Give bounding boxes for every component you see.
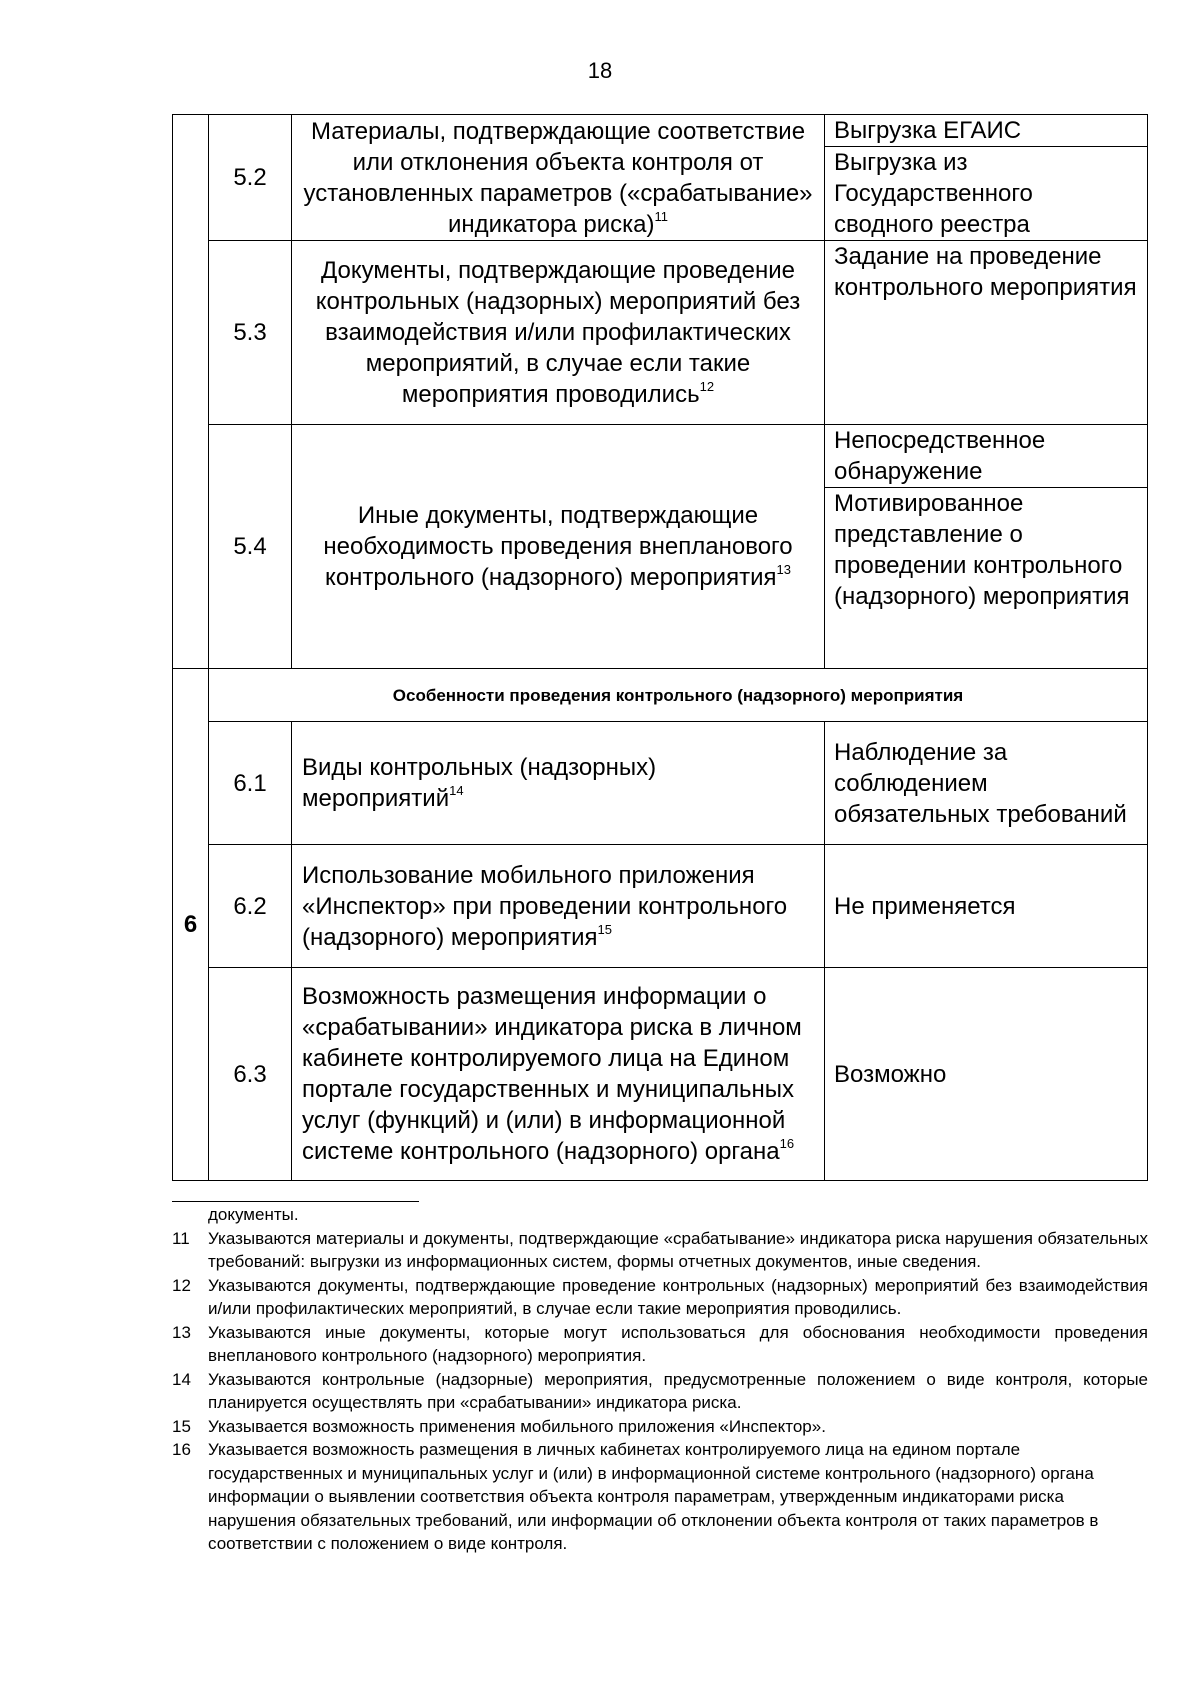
- row-value: Выгрузка ЕГАИС: [825, 115, 1147, 147]
- row-description: Материалы, подтверждающие соответствие или отклонения объекта контроля от установленных параметров («срабатывание» индикатора риска)$^{11}$: [292, 115, 825, 241]
- footnote-continuation: документы.: [208, 1205, 299, 1224]
- footnote-item: 16 Указывается возможность размещения в личных кабинетах контролируемого лица на едином портале государственных и муниципальных услуг и (или) в информационной системе контрольного (надзорного) органа информации о выявлении соответствия объекта контроля параметрам, утвержденным индикаторами риска нарушения обязательных требований, или информации об отклонении объекта контроля от таких параметров в соответствии с положением о виде контроля.: [172, 1440, 1099, 1553]
- footnote-item: 12 Указываются документы, подтверждающие проведение контрольных (надзорных) мероприятий без взаимодействия и/или профилактических мероприятий, в случае если такие мероприятия проводились.: [172, 1275, 1148, 1318]
- control-table: [172, 114, 1148, 1181]
- row-value: Наблюдение за соблюдением обязательных требований: [825, 722, 1148, 845]
- section-5-cell: [173, 115, 209, 669]
- table-row-5-4: [173, 425, 1148, 669]
- footnote-ref: 11: [654, 208, 668, 224]
- row-description: Иные документы, подтверждающие необходимость проведения внепланового контрольного (надзорного) мероприятия$^{13}$: [292, 425, 825, 669]
- row-number: 5.4: [209, 425, 292, 669]
- footnote-item: 13 Указываются иные документы, которые могут использоваться для обоснования необходимости проведения внепланового контрольного (надзорного) мероприятия.: [172, 1322, 1148, 1365]
- row-value: Выгрузка из Государственного сводного реестра: [834, 149, 1033, 238]
- footnote-ref: 12: [699, 379, 715, 394]
- footnote-ref: 16: [779, 1136, 795, 1151]
- row-value: Не применяется: [825, 845, 1148, 968]
- row-value-cell: [825, 115, 1148, 241]
- table-row-6-2: [173, 845, 1148, 968]
- section-header: Особенности проведения контрольного (надзорного) мероприятия: [209, 669, 1148, 722]
- row-description: Возможность размещения информации о «срабатывании» индикатора риска в личном кабинете контролируемого лица на Едином портале государственных и муниципальных услуг (функций) и (или) в информационной системе контрольного (надзорного) органа$^{16}$: [292, 968, 825, 1181]
- row-description: Документы, подтверждающие проведение контрольных (надзорных) мероприятий без взаимодействия и/или профилактических мероприятий, в случае если такие мероприятия проводились$^{12}$: [292, 241, 825, 425]
- row-value: Мотивированное представление о проведении контрольного (надзорного) мероприятия: [834, 490, 1130, 610]
- table-row-6-3: [173, 968, 1148, 1181]
- row-description: Использование мобильного приложения «Инспектор» при проведении контрольного (надзорного) мероприятия$^{15}$: [292, 845, 825, 968]
- table-row-5-3: [173, 241, 1148, 425]
- footnote-ref: 14: [449, 783, 464, 798]
- row-number: 6.2: [209, 845, 292, 968]
- section-number: 6: [173, 669, 209, 1181]
- footnote-separator: [172, 1201, 419, 1202]
- row-value: Непосредственное обнаружение: [825, 425, 1147, 488]
- row-number: 6.3: [209, 968, 292, 1181]
- row-number: 6.1: [209, 722, 292, 845]
- section-6-header-row: [173, 669, 1148, 722]
- row-value-cell: [825, 425, 1148, 669]
- footnote-item: 11 Указываются материалы и документы, подтверждающие «срабатывание» индикатора риска нарушения обязательных требований: выгрузки из информационных систем, формы отчетных документов, иные сведения.: [172, 1228, 1148, 1271]
- row-description: Виды контрольных (надзорных) мероприятий$^{14}$: [292, 722, 825, 845]
- row-value: Возможно: [825, 968, 1148, 1181]
- table-row-6-1: [173, 722, 1148, 845]
- row-number: 5.3: [209, 241, 292, 425]
- footnotes: [172, 1203, 1148, 1556]
- row-number: 5.2: [209, 115, 292, 241]
- footnote-item: 14 Указываются контрольные (надзорные) мероприятия, предусмотренные положением о виде контроля, которые планируется осуществлять при «срабатывании» индикатора риска.: [172, 1369, 1148, 1412]
- footnote-ref: 15: [597, 921, 613, 937]
- table-row-5-2: [173, 115, 1148, 241]
- footnote-item: 15 Указывается возможность применения мобильного приложения «Инспектор».: [172, 1416, 826, 1436]
- row-value: Задание на проведение контрольного мероприятия: [825, 241, 1148, 425]
- footnote-ref: 13: [776, 562, 791, 577]
- page-number: 18: [587, 58, 613, 83]
